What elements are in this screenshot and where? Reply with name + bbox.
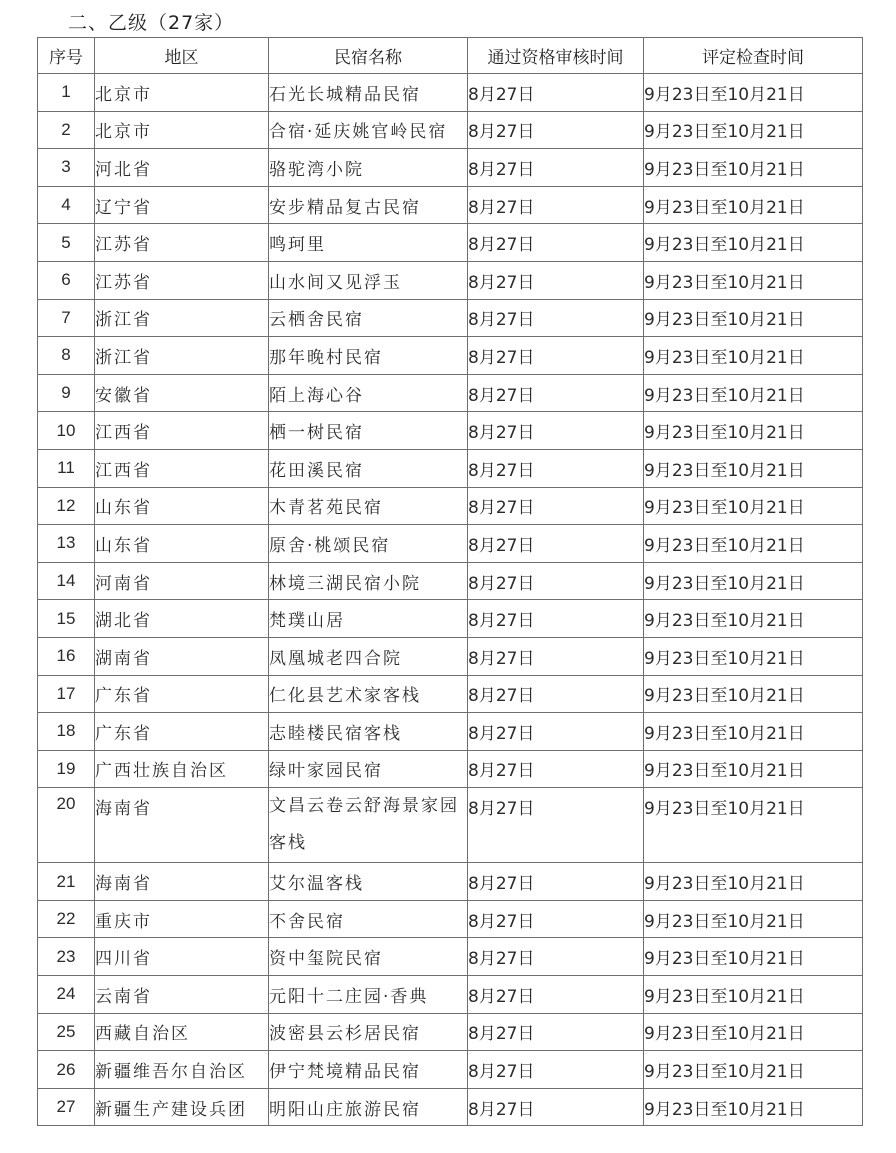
row-region: 江西省 [95, 412, 269, 450]
row-audit-date: 8月27日 [468, 487, 644, 525]
table-row [38, 149, 863, 187]
table-row [38, 299, 863, 337]
row-eval-period: 9月23日至10月21日 [644, 412, 863, 450]
header-eval-period: 评定检查时间 [644, 38, 863, 74]
table-row [38, 788, 863, 863]
row-audit-date: 8月27日 [468, 713, 644, 751]
row-audit-date: 8月27日 [468, 374, 644, 412]
table-row [38, 74, 863, 112]
row-region: 重庆市 [95, 900, 269, 938]
row-homestay-name: 安步精品复古民宿 [269, 186, 468, 224]
row-homestay-name: 那年晚村民宿 [269, 337, 468, 375]
row-region: 河北省 [95, 149, 269, 187]
row-region: 山东省 [95, 525, 269, 563]
row-eval-period: 9月23日至10月21日 [644, 337, 863, 375]
row-region: 四川省 [95, 938, 269, 976]
row-homestay-name: 林境三湖民宿小院 [269, 562, 468, 600]
row-audit-date: 8月27日 [468, 863, 644, 901]
row-audit-date: 8月27日 [468, 600, 644, 638]
header-audit-date: 通过资格审核时间 [468, 38, 644, 74]
row-number: 1 [38, 74, 95, 112]
row-number: 22 [38, 900, 95, 938]
row-eval-period: 9月23日至10月21日 [644, 186, 863, 224]
table-body [38, 74, 863, 1126]
row-audit-date: 8月27日 [468, 938, 644, 976]
row-homestay-name: 波密县云杉居民宿 [269, 1013, 468, 1051]
row-homestay-name: 资中玺院民宿 [269, 938, 468, 976]
row-homestay-name: 栖一树民宿 [269, 412, 468, 450]
table-row [38, 637, 863, 675]
table-row [38, 863, 863, 901]
row-eval-period: 9月23日至10月21日 [644, 637, 863, 675]
row-eval-period: 9月23日至10月21日 [644, 111, 863, 149]
row-number: 10 [38, 412, 95, 450]
table-row [38, 261, 863, 299]
row-region: 湖北省 [95, 600, 269, 638]
row-number: 8 [38, 337, 95, 375]
row-homestay-name: 仁化县艺术家客栈 [269, 675, 468, 713]
row-audit-date: 8月27日 [468, 525, 644, 563]
row-audit-date: 8月27日 [468, 1088, 644, 1126]
table-row [38, 938, 863, 976]
row-region: 云南省 [95, 976, 269, 1014]
row-number: 2 [38, 111, 95, 149]
row-audit-date: 8月27日 [468, 1051, 644, 1089]
row-number: 13 [38, 525, 95, 563]
table-row [38, 111, 863, 149]
row-number: 11 [38, 449, 95, 487]
row-number: 17 [38, 675, 95, 713]
row-eval-period: 9月23日至10月21日 [644, 299, 863, 337]
row-region: 江苏省 [95, 224, 269, 262]
table-row [38, 1013, 863, 1051]
row-region: 浙江省 [95, 337, 269, 375]
header-name: 民宿名称 [269, 38, 468, 74]
table-row [38, 900, 863, 938]
table-row [38, 1088, 863, 1126]
row-audit-date: 8月27日 [468, 111, 644, 149]
row-region: 江西省 [95, 449, 269, 487]
row-audit-date: 8月27日 [468, 74, 644, 112]
row-number: 21 [38, 863, 95, 901]
row-region: 北京市 [95, 111, 269, 149]
row-number: 14 [38, 562, 95, 600]
table-row [38, 374, 863, 412]
row-number: 23 [38, 938, 95, 976]
row-homestay-name: 明阳山庄旅游民宿 [269, 1088, 468, 1126]
row-eval-period: 9月23日至10月21日 [644, 562, 863, 600]
table-row [38, 713, 863, 751]
table-row [38, 337, 863, 375]
row-eval-period: 9月23日至10月21日 [644, 1051, 863, 1089]
row-audit-date: 8月27日 [468, 675, 644, 713]
row-audit-date: 8月27日 [468, 750, 644, 788]
row-audit-date: 8月27日 [468, 637, 644, 675]
row-eval-period: 9月23日至10月21日 [644, 600, 863, 638]
row-number: 24 [38, 976, 95, 1014]
row-eval-period: 9月23日至10月21日 [644, 976, 863, 1014]
row-homestay-name: 凤凰城老四合院 [269, 637, 468, 675]
table-row [38, 487, 863, 525]
row-eval-period: 9月23日至10月21日 [644, 863, 863, 901]
table-row [38, 224, 863, 262]
row-region: 海南省 [95, 863, 269, 901]
row-eval-period: 9月23日至10月21日 [644, 675, 863, 713]
row-audit-date: 8月27日 [468, 186, 644, 224]
table-row [38, 449, 863, 487]
row-region: 河南省 [95, 562, 269, 600]
row-number: 6 [38, 261, 95, 299]
row-number: 9 [38, 374, 95, 412]
row-homestay-name: 花田溪民宿 [269, 449, 468, 487]
row-region: 辽宁省 [95, 186, 269, 224]
row-homestay-name: 石光长城精品民宿 [269, 74, 468, 112]
homestay-table [37, 37, 863, 1126]
row-number: 4 [38, 186, 95, 224]
row-region: 新疆生产建设兵团 [95, 1088, 269, 1126]
table-row [38, 562, 863, 600]
row-region: 浙江省 [95, 299, 269, 337]
row-region: 广西壮族自治区 [95, 750, 269, 788]
table-row [38, 412, 863, 450]
table-row [38, 525, 863, 563]
header-region: 地区 [95, 38, 269, 74]
row-region: 海南省 [95, 788, 269, 863]
row-number: 25 [38, 1013, 95, 1051]
row-homestay-name: 绿叶家园民宿 [269, 750, 468, 788]
row-audit-date: 8月27日 [468, 224, 644, 262]
row-audit-date: 8月27日 [468, 261, 644, 299]
row-homestay-name: 艾尔温客栈 [269, 863, 468, 901]
table-row [38, 750, 863, 788]
row-homestay-name: 元阳十二庄园·香典 [269, 976, 468, 1014]
row-homestay-name: 鸣珂里 [269, 224, 468, 262]
row-number: 16 [38, 637, 95, 675]
row-homestay-name: 不舍民宿 [269, 900, 468, 938]
row-eval-period: 9月23日至10月21日 [644, 149, 863, 187]
row-audit-date: 8月27日 [468, 562, 644, 600]
table-row [38, 976, 863, 1014]
table-row [38, 600, 863, 638]
row-eval-period: 9月23日至10月21日 [644, 74, 863, 112]
row-region: 安徽省 [95, 374, 269, 412]
row-number: 18 [38, 713, 95, 751]
row-audit-date: 8月27日 [468, 976, 644, 1014]
row-audit-date: 8月27日 [468, 449, 644, 487]
row-region: 西藏自治区 [95, 1013, 269, 1051]
row-eval-period: 9月23日至10月21日 [644, 938, 863, 976]
row-audit-date: 8月27日 [468, 788, 644, 863]
row-eval-period: 9月23日至10月21日 [644, 713, 863, 751]
row-homestay-name: 伊宁梵境精品民宿 [269, 1051, 468, 1089]
row-eval-period: 9月23日至10月21日 [644, 788, 863, 863]
row-homestay-name: 陌上海心谷 [269, 374, 468, 412]
row-number: 12 [38, 487, 95, 525]
row-eval-period: 9月23日至10月21日 [644, 525, 863, 563]
table-row [38, 675, 863, 713]
row-number: 26 [38, 1051, 95, 1089]
row-homestay-name: 原舍·桃颂民宿 [269, 525, 468, 563]
row-number: 3 [38, 149, 95, 187]
table-row [38, 1051, 863, 1089]
row-number: 5 [38, 224, 95, 262]
row-eval-period: 9月23日至10月21日 [644, 374, 863, 412]
row-region: 广东省 [95, 675, 269, 713]
row-homestay-name: 云栖舍民宿 [269, 299, 468, 337]
row-homestay-name: 梵璞山居 [269, 600, 468, 638]
row-audit-date: 8月27日 [468, 337, 644, 375]
row-eval-period: 9月23日至10月21日 [644, 487, 863, 525]
row-eval-period: 9月23日至10月21日 [644, 224, 863, 262]
row-region: 北京市 [95, 74, 269, 112]
row-number: 27 [38, 1088, 95, 1126]
row-homestay-name: 志睦楼民宿客栈 [269, 713, 468, 751]
row-number: 15 [38, 600, 95, 638]
row-eval-period: 9月23日至10月21日 [644, 900, 863, 938]
row-region: 广东省 [95, 713, 269, 751]
row-homestay-name: 合宿·延庆姚官岭民宿 [269, 111, 468, 149]
row-region: 新疆维吾尔自治区 [95, 1051, 269, 1089]
row-eval-period: 9月23日至10月21日 [644, 449, 863, 487]
row-homestay-name: 文昌云卷云舒海景家园客栈 [269, 788, 468, 863]
row-eval-period: 9月23日至10月21日 [644, 750, 863, 788]
row-region: 江苏省 [95, 261, 269, 299]
row-number: 19 [38, 750, 95, 788]
row-region: 湖南省 [95, 637, 269, 675]
row-homestay-name: 木青茗苑民宿 [269, 487, 468, 525]
row-eval-period: 9月23日至10月21日 [644, 261, 863, 299]
row-region: 山东省 [95, 487, 269, 525]
table-row [38, 186, 863, 224]
table-header-row [38, 38, 863, 74]
row-audit-date: 8月27日 [468, 299, 644, 337]
row-audit-date: 8月27日 [468, 149, 644, 187]
section-title: 二、乙级（27家） [68, 12, 235, 34]
row-audit-date: 8月27日 [468, 900, 644, 938]
header-no: 序号 [38, 38, 95, 74]
row-eval-period: 9月23日至10月21日 [644, 1088, 863, 1126]
row-audit-date: 8月27日 [468, 1013, 644, 1051]
row-homestay-name: 骆驼湾小院 [269, 149, 468, 187]
row-number: 20 [38, 788, 95, 863]
row-audit-date: 8月27日 [468, 412, 644, 450]
row-homestay-name: 山水间又见浮玉 [269, 261, 468, 299]
row-eval-period: 9月23日至10月21日 [644, 1013, 863, 1051]
row-number: 7 [38, 299, 95, 337]
